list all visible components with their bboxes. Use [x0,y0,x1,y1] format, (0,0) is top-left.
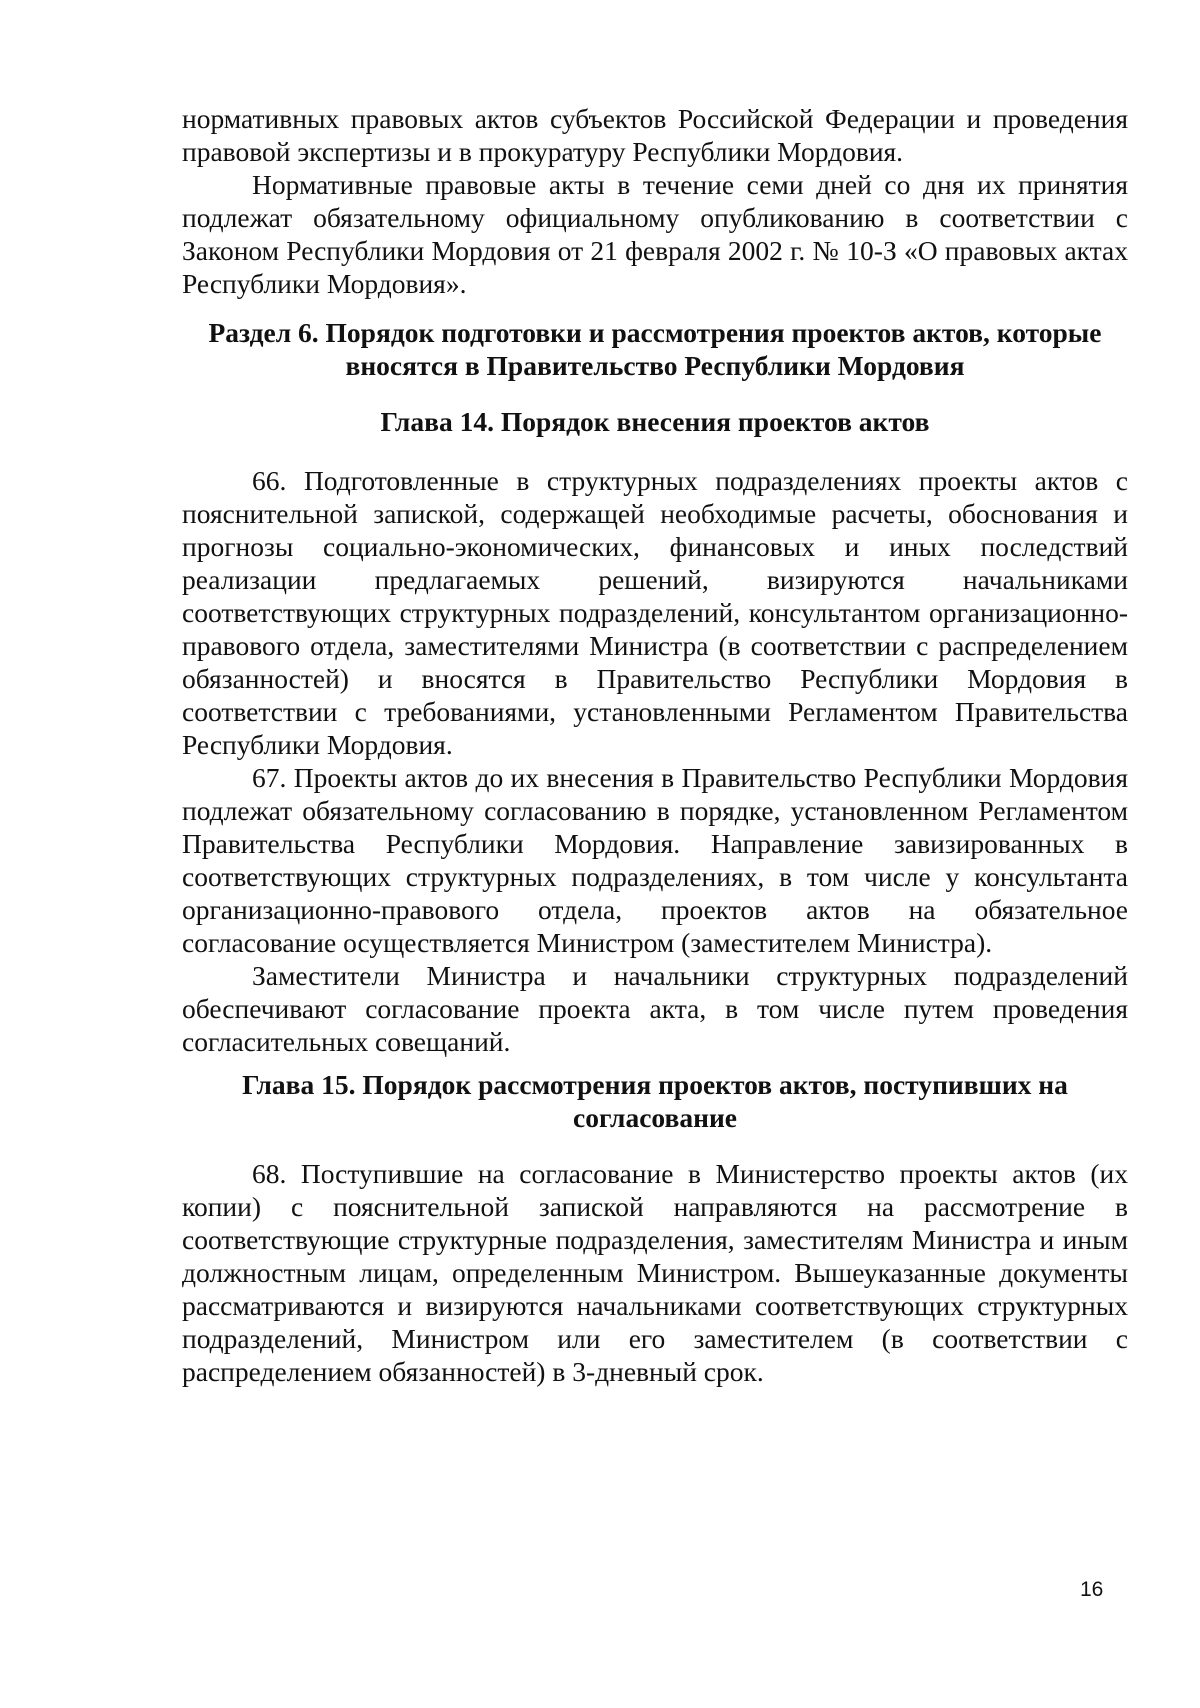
page-number: 16 [1080,1578,1104,1601]
chapter-14-text-block [182,464,1128,1058]
paragraph-continuation: нормативных правовых актов субъектов Российской Федерации и проведения правовой экспертизы и в прокуратуру Республики Мордовия. [182,103,1128,167]
chapter-15-heading [182,1068,1128,1134]
paragraph-67: 67. Проекты актов до их внесения в Правительство Республики Мордовия подлежат обязательному согласованию в порядке, установленном Регламентом Правительства Республики Мордовия. Направление завизированных в соответствующих структурных подразделениях, в том числе у консультанта организационно-правового отдела, проектов актов на обязательное согласование осуществляется Министром (заместителем Министра). [182,762,1128,958]
chapter-15-title-line2: согласование [573,1102,737,1133]
chapter-15-title-line1: Глава 15. Порядок рассмотрения проектов актов, поступивших на [242,1069,1068,1100]
intro-text-block [182,102,1128,300]
paragraph-68: 68. Поступившие на согласование в Министерство проекты актов (их копии) с пояснительной запиской направляются на рассмотрение в соответствующие структурные подразделения, заместителям Министра и иным должностным лицам, определенным Министром. Вышеуказанные документы рассматриваются и визируются начальниками соответствующих структурных подразделений, Министром или его заместителем (в соответствии с распределением обязанностей) в 3-дневный срок. [182,1158,1128,1387]
section-6-heading [182,316,1128,382]
section-6-title-line2: вносятся в Правительство Республики Мордовия [345,350,965,381]
paragraph-publication: Нормативные правовые акты в течение семи дней со дня их принятия подлежат обязательному официальному опубликованию в соответствии с Законом Республики Мордовия от 21 февраля 2002 г. № 10-З «О правовых актах Республики Мордовия». [182,169,1128,299]
chapter-14-heading: Глава 14. Порядок внесения проектов актов [380,406,930,437]
section-6-title-line1: Раздел 6. Порядок подготовки и рассмотрения проектов актов, которые [208,317,1102,348]
chapter-15-text-block [182,1157,1128,1388]
paragraph-67-deputies: Заместители Министра и начальники структурных подразделений обеспечивают согласование проекта акта, в том числе путем проведения согласительных совещаний. [182,960,1128,1057]
paragraph-66: 66. Подготовленные в структурных подразделениях проекты актов с пояснительной запиской, содержащей необходимые расчеты, обоснования и прогнозы социально-экономических, финансовых и иных последствий реализации предлагаемых решений, визируются начальниками соответствующих структурных подразделений, консультантом организационно-правового отдела, заместителями Министра (в соответствии с распределением обязанностей) и вносятся в Правительство Республики Мордовия в соответствии с требованиями, установленными Регламентом Правительства Республики Мордовия. [182,465,1128,760]
